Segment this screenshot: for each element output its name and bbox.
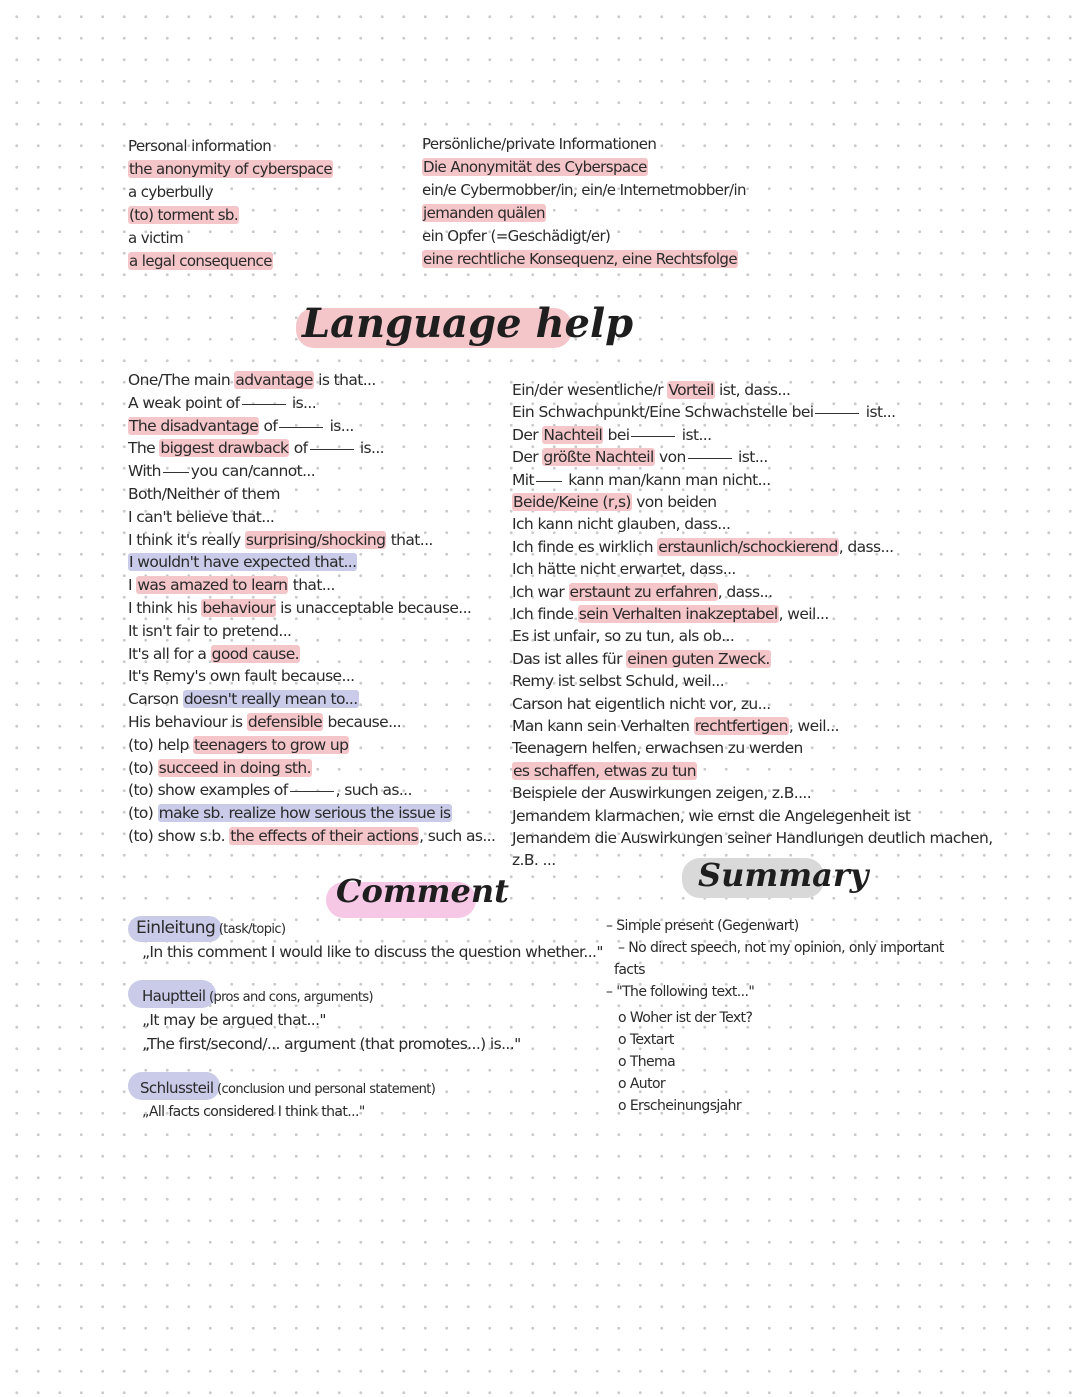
vocab-german-column	[422, 134, 802, 284]
phrase-text: Ein/der wesentliche/r	[512, 381, 668, 399]
summary-item: facts	[614, 962, 645, 978]
phrase-text: Both/Neither of them	[128, 485, 280, 503]
phrase-text: of	[259, 416, 278, 435]
phrase-row	[128, 575, 335, 595]
summary-bullet: o Erscheinungsjahr	[618, 1098, 742, 1114]
phrase-highlight: good cause.	[211, 644, 299, 663]
phrase-text: Teenagern helfen, erwachsen zu werden	[512, 739, 803, 758]
phrase-text: von beiden	[631, 493, 717, 511]
phrase-row	[128, 507, 274, 527]
phrase-row	[512, 649, 771, 669]
phrase-row	[512, 783, 811, 803]
phrase-text: is unacceptable because...	[275, 599, 472, 617]
phrase-highlight: doesn't really mean to...	[183, 690, 358, 709]
phrase-row	[128, 393, 316, 413]
phrase-row	[128, 552, 357, 572]
phrase-highlight: surprising/shocking	[245, 530, 386, 549]
phrase-text: , such as...	[335, 781, 412, 800]
vocab-text: jemanden quälen	[423, 204, 545, 222]
phrase-text: you can/cannot...	[190, 462, 316, 481]
phrase-row	[128, 598, 471, 618]
phrase-text: von	[654, 448, 686, 467]
vocab-text: Personal information	[128, 137, 272, 155]
phrase-text: Ich war	[512, 582, 569, 601]
phrase-highlight: make sb. realize how serious the issue is	[158, 804, 451, 823]
phrase-text: With	[128, 462, 161, 481]
phrase-text: It's Remy's own fault because...	[128, 667, 355, 686]
summary-section	[606, 916, 962, 1122]
phrase-text: Jemandem die Auswirkungen seiner Handlungen deutlich machen,	[512, 829, 993, 847]
phrase-text: of	[289, 439, 308, 458]
phrase-row	[128, 530, 433, 550]
phrase-row	[128, 416, 354, 436]
vocab-text: ein Opfer (=Geschädigt/er)	[422, 227, 611, 245]
vocab-row	[128, 205, 239, 225]
phrase-row	[128, 461, 315, 481]
phrase-row	[512, 447, 768, 467]
phrase-highlight: es schaffen, etwas zu tun	[513, 761, 696, 780]
phrase-highlight: Beide/Keine (r,s)	[513, 493, 631, 511]
hauptteil-label: Hauptteil	[142, 987, 206, 1005]
comment-section	[128, 912, 608, 1132]
phrase-row	[128, 666, 354, 686]
phrase-text: Ein Schwachpunkt/Eine Schwachstelle bei	[512, 403, 814, 422]
phrase-highlight: sein Verhalten inakzeptabel	[578, 605, 778, 623]
phrase-row	[512, 604, 829, 624]
phrase-highlight: größte Nachteil	[543, 448, 654, 467]
phrase-text: ist...	[677, 425, 712, 444]
einleitung-quote: „In this comment I would like to discuss the question whether..."	[142, 943, 603, 961]
vocab-text: (to) torment sb.	[129, 206, 238, 224]
fill-in-blank	[631, 436, 675, 437]
phrase-text: Carson hat eigentlich nicht vor, zu...	[512, 694, 771, 713]
phrase-text: because...	[323, 713, 402, 731]
phrase-text: His behaviour is	[128, 713, 247, 731]
phrase-text: (to)	[128, 804, 158, 823]
phrase-row	[512, 671, 724, 691]
phrase-row	[512, 380, 790, 400]
phrase-text: Beispiele der Auswirkungen zeigen, z.B....	[512, 784, 812, 803]
phrase-text: Ich hätte nicht erwartet, dass...	[512, 560, 736, 579]
hauptteil-heading	[142, 986, 373, 1008]
phrase-text: It isn't fair to pretend...	[128, 621, 292, 640]
phrase-text: bei	[603, 425, 630, 444]
vocab-text: Persönliche/private Informationen	[422, 135, 657, 153]
phrase-row	[512, 626, 734, 646]
vocab-row	[422, 134, 656, 154]
summary-item: – Simple present (Gegenwart)	[606, 918, 799, 934]
vocab-row	[422, 203, 546, 223]
phrase-row	[128, 758, 312, 778]
summary-bullet: o Textart	[618, 1032, 674, 1048]
vocab-row	[128, 182, 213, 202]
fill-in-blank	[290, 791, 334, 792]
phrase-highlight: erstaunt zu erfahren	[569, 582, 717, 601]
summary-title: Summary	[698, 856, 869, 894]
vocab-text: a legal consequence	[129, 252, 272, 270]
vocab-row	[422, 157, 648, 177]
phrase-text: Der	[512, 448, 543, 467]
comment-title: Comment	[336, 872, 509, 910]
phrase-text: Ich finde es wirklich	[512, 537, 658, 556]
phrase-highlight: The disadvantage	[129, 416, 259, 435]
phrase-highlight: defensible	[247, 713, 323, 731]
phrase-text: (to) help	[128, 735, 194, 754]
vocab-text: a victim	[128, 229, 184, 247]
phrase-row	[512, 694, 771, 714]
vocab-row	[422, 180, 746, 200]
vocab-text: the anonymity of cyberspace	[129, 160, 333, 178]
fill-in-blank	[688, 458, 732, 459]
schluss-quote: „All facts considered I think that..."	[142, 1104, 365, 1120]
phrase-row	[512, 492, 717, 512]
phrase-row	[512, 470, 771, 490]
vocab-row	[128, 228, 183, 248]
phrase-row	[512, 582, 772, 602]
phrase-text: I think it's really	[128, 530, 245, 549]
phrase-row	[128, 484, 280, 504]
phrase-row	[512, 537, 894, 557]
phrase-row	[128, 712, 401, 732]
phrase-text: (to) show examples of	[128, 781, 288, 800]
phrase-text: ist, dass...	[714, 381, 791, 399]
phrase-text: (to) show s.b.	[128, 827, 230, 845]
fill-in-blank	[163, 472, 189, 473]
phrase-text: , weil...	[778, 605, 829, 623]
phrase-text: It's all for a	[128, 644, 211, 663]
fill-in-blank	[815, 413, 859, 414]
phrase-row	[512, 716, 839, 736]
summary-item: – "The following text..."	[606, 984, 755, 1000]
vocab-row	[128, 159, 333, 179]
fill-in-blank	[310, 449, 354, 450]
phrase-row	[512, 559, 736, 579]
phrase-row	[128, 803, 452, 823]
phrase-text: Carson	[128, 690, 183, 709]
phrase-row	[512, 738, 803, 758]
phrase-row	[128, 735, 349, 755]
phrase-highlight: advantage	[235, 371, 313, 389]
phrase-text: One/The main	[128, 371, 235, 389]
phrase-text: z.B. ...	[512, 851, 556, 870]
phrase-highlight: the effects of their actions	[230, 827, 419, 845]
phrase-text: is...	[355, 439, 384, 458]
vocab-row	[128, 251, 273, 271]
phrase-row	[128, 644, 300, 664]
phrase-text: Man kann sein Verhalten	[512, 717, 694, 735]
language-help-title: Language help	[302, 300, 634, 347]
phrase-highlight: erstaunlich/schockierend	[658, 537, 838, 556]
phrase-text: Ich kann nicht glauben, dass...	[512, 515, 731, 534]
phrase-row	[128, 826, 495, 846]
phrase-text: ist...	[861, 403, 896, 422]
summary-bullet: o Woher ist der Text?	[618, 1010, 753, 1026]
phrase-text: (to)	[128, 758, 158, 777]
phrase-highlight: rechtfertigen	[694, 717, 788, 735]
phrase-highlight: Nachteil	[543, 425, 603, 444]
phrase-text: Es ist unfair, so zu tun, als ob...	[512, 627, 735, 646]
phrase-text: Der	[512, 425, 543, 444]
phrase-highlight: teenagers to grow up	[194, 735, 349, 754]
phrase-text: , dass...	[838, 537, 894, 556]
summary-bullet: o Thema	[618, 1054, 676, 1070]
phrase-highlight: succeed in doing sth.	[158, 758, 311, 777]
schluss-heading	[140, 1078, 435, 1100]
phrase-text: is that...	[313, 371, 376, 389]
phrase-highlight: behaviour	[202, 599, 275, 617]
vocab-text: ein/e Cybermobber/in, ein/e Internetmobber/in	[422, 181, 746, 199]
phrase-text: that...	[386, 530, 433, 549]
vocab-row	[422, 226, 610, 246]
phrase-row	[512, 850, 556, 870]
phrase-row	[512, 828, 993, 848]
summary-bullet: o Autor	[618, 1076, 666, 1092]
phrase-row	[512, 761, 697, 781]
vocab-text: eine rechtliche Konsequenz, eine Rechtsfolge	[423, 250, 737, 268]
phrase-highlight: biggest drawback	[160, 439, 289, 458]
phrase-highlight: einen guten Zweck.	[627, 649, 770, 668]
vocab-text: Die Anonymität des Cyberspace	[423, 158, 647, 176]
einleitung-sub: (task/topic)	[215, 922, 286, 937]
phrase-row	[512, 402, 895, 422]
phrase-row	[512, 514, 730, 534]
phrase-row	[512, 425, 711, 445]
phrase-text: Ich finde	[512, 605, 578, 623]
hauptteil-quote-2: „The first/second/... argument (that promotes...) is..."	[142, 1035, 521, 1053]
phrase-text: I	[128, 576, 137, 595]
phrase-text: , such as...	[419, 827, 496, 845]
phrase-text: Das ist alles für	[512, 649, 627, 668]
phrase-text: A weak point of	[128, 393, 240, 412]
phrase-text: kann man/kann man nicht...	[563, 470, 771, 489]
phrase-row	[128, 780, 412, 800]
schluss-sub: (conclusion und personal statement)	[213, 1082, 436, 1097]
language-help-german-column	[512, 380, 993, 870]
fill-in-blank	[242, 404, 286, 405]
phrase-highlight: I wouldn't have expected that...	[129, 553, 357, 572]
phrase-text: , weil...	[788, 717, 839, 735]
phrase-text: is...	[287, 393, 317, 412]
schluss-label: Schlussteil	[140, 1079, 214, 1097]
phrase-text: Remy ist selbst Schuld, weil...	[512, 672, 725, 691]
phrase-row	[128, 438, 384, 458]
vocab-row	[422, 249, 738, 269]
phrase-row	[128, 370, 376, 390]
phrase-row	[512, 806, 910, 826]
phrase-text: that...	[288, 576, 335, 595]
phrase-text: Mit	[512, 470, 534, 489]
phrase-text: Jemandem klarmachen, wie ernst die Angelegenheit ist	[512, 806, 911, 825]
einleitung-heading	[136, 918, 285, 940]
phrase-text: I think his	[128, 599, 202, 617]
phrase-text: is...	[325, 416, 354, 435]
hauptteil-quote-1: „It may be argued that..."	[142, 1011, 326, 1029]
fill-in-blank	[536, 481, 562, 482]
fill-in-blank	[279, 427, 323, 428]
hauptteil-sub: (pros and cons, arguments)	[205, 990, 373, 1005]
phrase-text: I can't believe that...	[128, 507, 275, 526]
phrase-row	[128, 689, 359, 709]
phrase-highlight: Vorteil	[668, 381, 714, 399]
phrase-text: The	[128, 439, 160, 458]
phrase-row	[128, 621, 291, 641]
phrase-text: , dass...	[717, 582, 773, 601]
vocab-english-column	[128, 136, 388, 276]
phrase-text: ist...	[733, 448, 768, 467]
vocab-row	[128, 136, 271, 156]
summary-item: – No direct speech, not my opinion, only important	[618, 940, 944, 956]
phrase-highlight: was amazed to learn	[137, 576, 288, 595]
einleitung-label: Einleitung	[136, 918, 216, 938]
language-help-english-column	[128, 370, 508, 850]
vocab-text: a cyberbully	[128, 183, 214, 201]
